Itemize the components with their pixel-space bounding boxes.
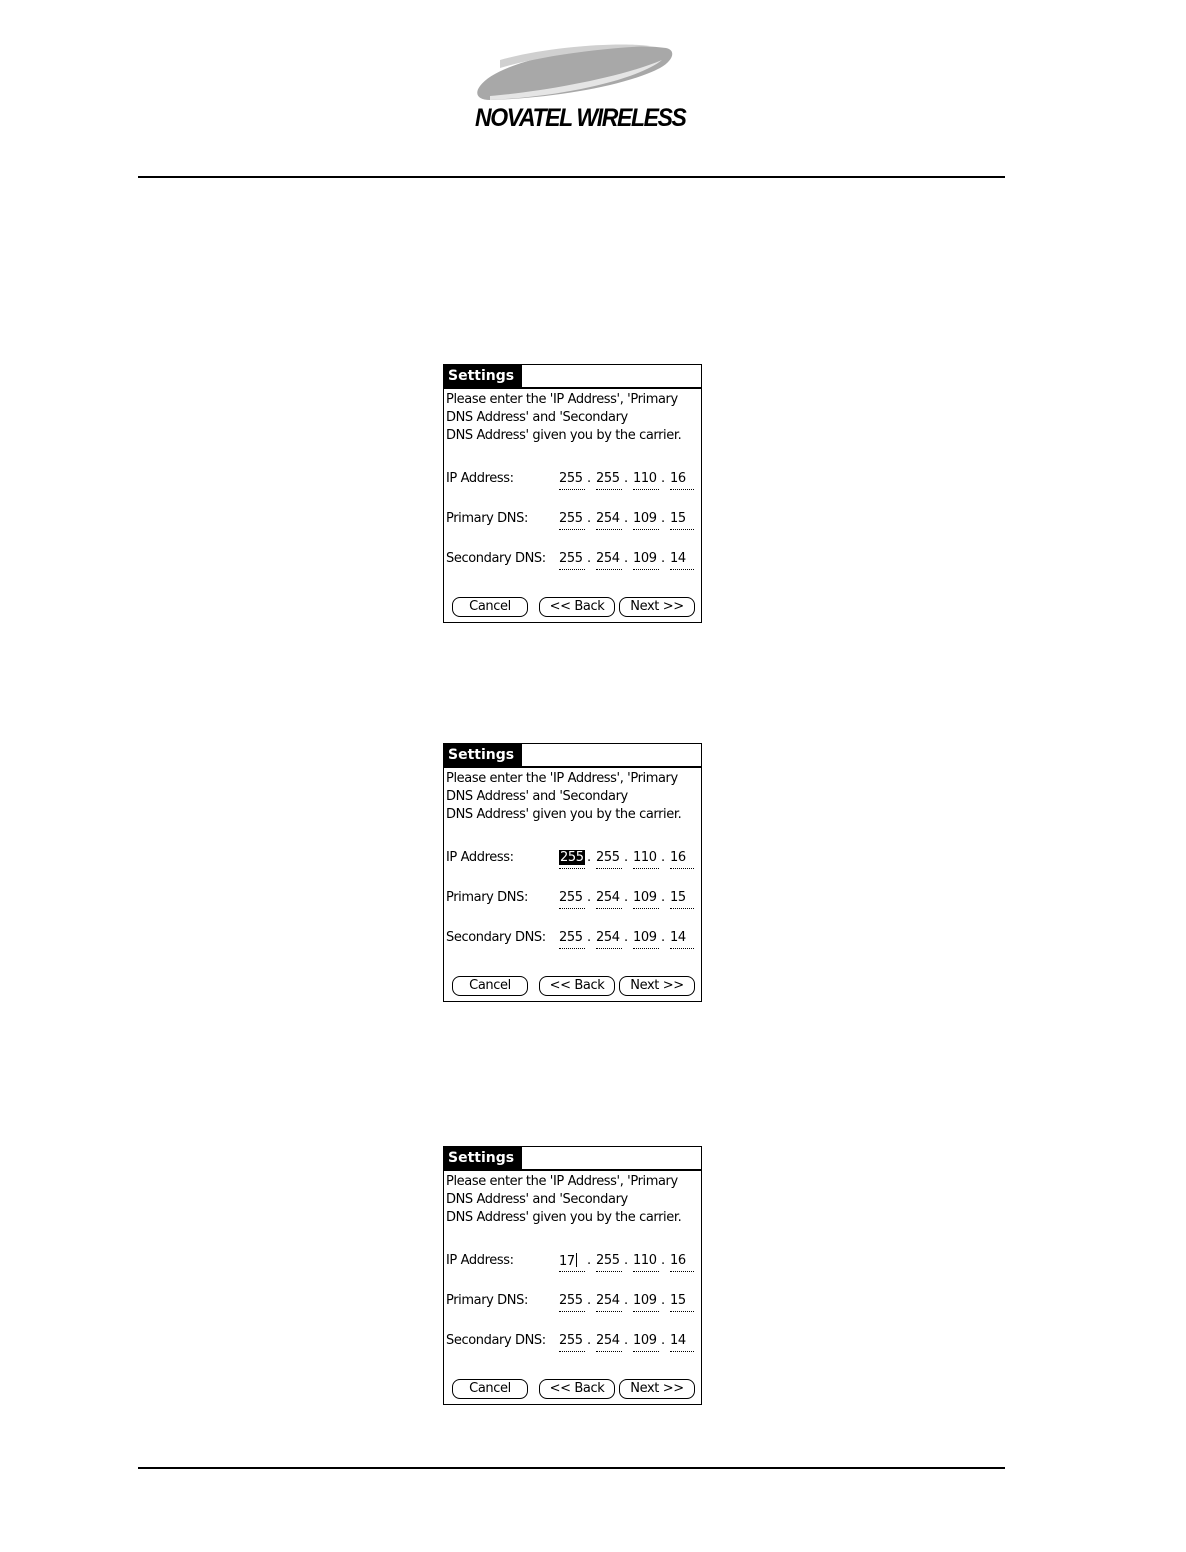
octet-separator: . (661, 1253, 665, 1268)
primary-dns-octet-1-field[interactable]: 255 (559, 511, 585, 530)
instruction-line: DNS Address' and 'Secondary (446, 410, 628, 425)
primary-dns-octet-4-field[interactable]: 15 (670, 890, 694, 909)
settings-screen-3 (443, 1146, 702, 1405)
instruction-line: DNS Address' given you by the carrier. (446, 1210, 682, 1225)
cancel-button[interactable]: Cancel (452, 597, 528, 617)
back-button[interactable]: << Back (539, 1379, 615, 1399)
instruction-line: DNS Address' and 'Secondary (446, 1192, 628, 1207)
secondary-dns-octet-2-field[interactable]: 254 (596, 1333, 622, 1352)
octet-separator: . (587, 930, 591, 945)
ip-octet-1-field[interactable]: 17 (559, 1253, 585, 1272)
next-button[interactable]: Next >> (619, 597, 695, 617)
text-cursor-icon (576, 1253, 577, 1267)
primary-dns-label: Primary DNS: (446, 1293, 528, 1308)
primary-dns-row (446, 1293, 700, 1313)
secondary-dns-octet-3-field[interactable]: 109 (633, 551, 659, 570)
instruction-line: DNS Address' given you by the carrier. (446, 428, 682, 443)
primary-dns-octet-3-field[interactable]: 109 (633, 1293, 659, 1312)
instruction-line: Please enter the 'IP Address', 'Primary (446, 392, 678, 407)
secondary-dns-octet-3-field[interactable]: 109 (633, 1333, 659, 1352)
instruction-line: DNS Address' given you by the carrier. (446, 807, 682, 822)
novatel-wireless-logo (470, 38, 686, 138)
octet-separator: . (624, 1333, 628, 1348)
secondary-dns-row (446, 930, 700, 950)
octet-separator: . (624, 930, 628, 945)
title-bar (444, 365, 701, 389)
secondary-dns-octet-2-field[interactable]: 254 (596, 930, 622, 949)
octet-separator: . (661, 930, 665, 945)
cancel-button[interactable]: Cancel (452, 1379, 528, 1399)
octet-separator: . (587, 1333, 591, 1348)
header-rule (138, 176, 1005, 178)
octet-separator: . (624, 511, 628, 526)
primary-dns-octet-3-field[interactable]: 109 (633, 511, 659, 530)
secondary-dns-octet-1-field[interactable]: 255 (559, 551, 585, 570)
primary-dns-row (446, 890, 700, 910)
ip-address-label: IP Address: (446, 471, 514, 486)
octet-separator: . (587, 890, 591, 905)
ip-octet-1-field[interactable]: 255 (559, 471, 585, 490)
octet-separator: . (587, 850, 591, 865)
secondary-dns-label: Secondary DNS: (446, 930, 546, 945)
octet-separator: . (587, 511, 591, 526)
octet-separator: . (661, 890, 665, 905)
ip-address-row (446, 1253, 700, 1273)
primary-dns-octet-1-field[interactable]: 255 (559, 890, 585, 909)
secondary-dns-octet-4-field[interactable]: 14 (670, 1333, 694, 1352)
instructions (446, 391, 702, 445)
secondary-dns-label: Secondary DNS: (446, 1333, 546, 1348)
cancel-button[interactable]: Cancel (452, 976, 528, 996)
octet-separator: . (587, 1293, 591, 1308)
octet-separator: . (661, 1333, 665, 1348)
ip-octet-3-field[interactable]: 110 (633, 1253, 659, 1272)
octet-separator: . (624, 1253, 628, 1268)
ip-address-row (446, 471, 700, 491)
secondary-dns-octet-4-field[interactable]: 14 (670, 930, 694, 949)
ip-octet-2-field[interactable]: 255 (596, 471, 622, 490)
title-bar (444, 744, 701, 768)
screen-title: Settings (444, 365, 522, 387)
ip-octet-2-field[interactable]: 255 (596, 1253, 622, 1272)
octet-separator: . (661, 850, 665, 865)
secondary-dns-row (446, 551, 700, 571)
octet-separator: . (624, 551, 628, 566)
instruction-line: Please enter the 'IP Address', 'Primary (446, 771, 678, 786)
ip-address-label: IP Address: (446, 850, 514, 865)
ip-address-row (446, 850, 700, 870)
octet-separator: . (624, 850, 628, 865)
back-button[interactable]: << Back (539, 597, 615, 617)
secondary-dns-octet-2-field[interactable]: 254 (596, 551, 622, 570)
primary-dns-octet-3-field[interactable]: 109 (633, 890, 659, 909)
secondary-dns-row (446, 1333, 700, 1353)
settings-screen-1 (443, 364, 702, 623)
octet-separator: . (661, 471, 665, 486)
primary-dns-octet-4-field[interactable]: 15 (670, 1293, 694, 1312)
screen-title: Settings (444, 1147, 522, 1169)
octet-separator: . (587, 471, 591, 486)
octet-separator: . (624, 1293, 628, 1308)
ip-octet-2-field[interactable]: 255 (596, 850, 622, 869)
logo-text: NOVATEL WIRELESS (475, 104, 686, 132)
primary-dns-row (446, 511, 700, 531)
ip-octet-3-field[interactable]: 110 (633, 471, 659, 490)
secondary-dns-octet-4-field[interactable]: 14 (670, 551, 694, 570)
title-bar (444, 1147, 701, 1171)
instruction-line: DNS Address' and 'Secondary (446, 789, 628, 804)
next-button[interactable]: Next >> (619, 1379, 695, 1399)
primary-dns-label: Primary DNS: (446, 511, 528, 526)
primary-dns-octet-2-field[interactable]: 254 (596, 890, 622, 909)
swoosh-icon (470, 38, 680, 108)
ip-octet-1-field[interactable]: 255 (559, 850, 585, 869)
secondary-dns-octet-1-field[interactable]: 255 (559, 1333, 585, 1352)
ip-address-label: IP Address: (446, 1253, 514, 1268)
secondary-dns-label: Secondary DNS: (446, 551, 546, 566)
primary-dns-octet-4-field[interactable]: 15 (670, 511, 694, 530)
instructions (446, 1173, 702, 1227)
footer-rule (138, 1467, 1005, 1469)
ip-octet-4-field[interactable]: 16 (670, 471, 694, 490)
octet-separator: . (624, 471, 628, 486)
octet-separator: . (624, 890, 628, 905)
screen-title: Settings (444, 744, 522, 766)
octet-separator: . (661, 511, 665, 526)
ip-octet-4-field[interactable]: 16 (670, 850, 694, 869)
octet-separator: . (587, 1253, 591, 1268)
settings-screen-2 (443, 743, 702, 1002)
instructions (446, 770, 702, 824)
primary-dns-octet-2-field[interactable]: 254 (596, 1293, 622, 1312)
ip-octet-3-field[interactable]: 110 (633, 850, 659, 869)
next-button[interactable]: Next >> (619, 976, 695, 996)
secondary-dns-octet-1-field[interactable]: 255 (559, 930, 585, 949)
instruction-line: Please enter the 'IP Address', 'Primary (446, 1174, 678, 1189)
octet-separator: . (661, 1293, 665, 1308)
primary-dns-label: Primary DNS: (446, 890, 528, 905)
octet-separator: . (661, 551, 665, 566)
primary-dns-octet-1-field[interactable]: 255 (559, 1293, 585, 1312)
primary-dns-octet-2-field[interactable]: 254 (596, 511, 622, 530)
octet-separator: . (587, 551, 591, 566)
secondary-dns-octet-3-field[interactable]: 109 (633, 930, 659, 949)
back-button[interactable]: << Back (539, 976, 615, 996)
ip-octet-4-field[interactable]: 16 (670, 1253, 694, 1272)
